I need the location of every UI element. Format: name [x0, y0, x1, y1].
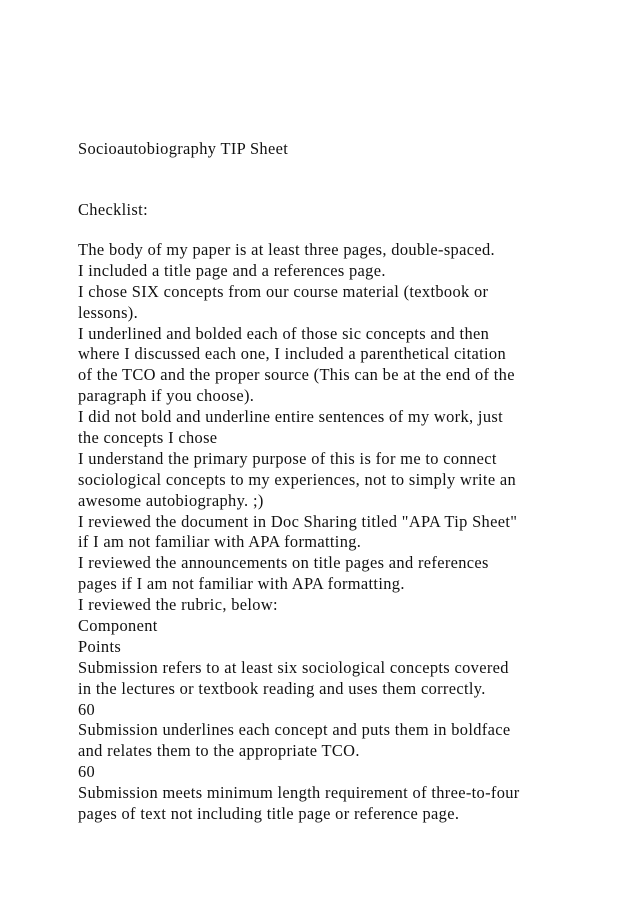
- rubric-header-component: Component: [78, 616, 158, 636]
- body-line: I reviewed the document in Doc Sharing titled "APA Tip Sheet": [78, 511, 518, 531]
- rubric-header-points: Points: [78, 636, 122, 656]
- rubric-item-text: Submission meets minimum length requirement of three-to-four: [78, 783, 520, 803]
- body-line: I chose SIX concepts from our course material (textbook or: [78, 281, 489, 301]
- body-line: I did not bold and underline entire sentences of my work, just: [78, 407, 503, 427]
- document-title: Socioautobiography TIP Sheet: [78, 139, 289, 158]
- body-line: I underlined and bolded each of those sic concepts and then: [78, 323, 490, 343]
- body-line: where I discussed each one, I included a parenthetical citation: [78, 344, 506, 364]
- body-line: sociological concepts to my experiences, not to simply write an: [78, 469, 517, 489]
- body-line: the concepts I chose: [78, 428, 218, 448]
- rubric-item-text: in the lectures or textbook reading and uses them correctly.: [78, 678, 486, 698]
- body-line: lessons).: [78, 302, 139, 322]
- body-line: I understand the primary purpose of this is for me to connect: [78, 448, 497, 468]
- body-line: of the TCO and the proper source (This can be at the end of the: [78, 365, 515, 385]
- body-line: The body of my paper is at least three pages, double-spaced.: [78, 240, 495, 259]
- rubric-item-text: and relates them to the appropriate TCO.: [78, 741, 360, 761]
- rubric-item-text: Submission refers to at least six sociological concepts covered: [78, 657, 509, 677]
- rubric-item-points: 60: [78, 762, 96, 782]
- body-line: awesome autobiography. ;): [78, 490, 264, 510]
- body-line: I included a title page and a references page.: [78, 260, 386, 280]
- rubric-item-text: pages of text not including title page or reference page.: [78, 804, 460, 824]
- body-line: I reviewed the announcements on title pages and references: [78, 553, 489, 573]
- body-line: if I am not familiar with APA formatting.: [78, 532, 362, 552]
- body-line: paragraph if you choose).: [78, 386, 255, 406]
- rubric-item-points: 60: [78, 699, 96, 719]
- body-line: pages if I am not familiar with APA formatting.: [78, 574, 405, 594]
- document-body: [78, 240, 608, 825]
- checklist-heading: Checklist:: [78, 200, 148, 219]
- rubric-item-text: Submission underlines each concept and puts them in boldface: [78, 720, 511, 740]
- body-line: I reviewed the rubric, below:: [78, 595, 278, 615]
